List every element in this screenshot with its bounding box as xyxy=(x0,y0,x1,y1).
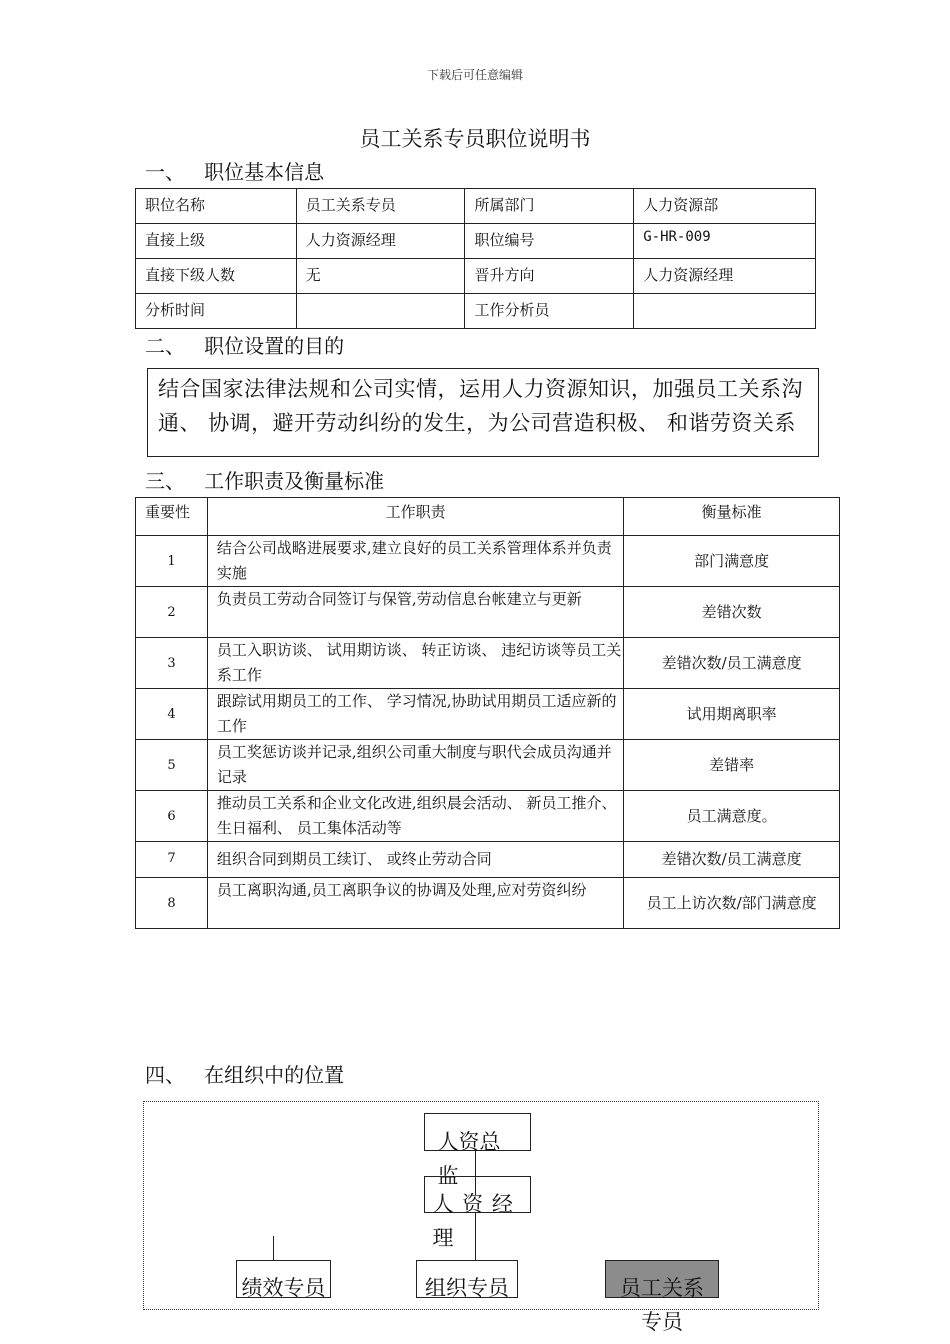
org-box-employee-relations-specialist xyxy=(605,1260,719,1334)
duties-table xyxy=(135,497,840,929)
org-box-hr-manager xyxy=(424,1176,531,1250)
duty-text: 组织合同到期员工续订、 或终止劳动合同 xyxy=(207,842,623,878)
duty-text: 推动员工关系和企业文化改进,组织晨会活动、 新员工推介、 生日福利、 员工集体活动等 xyxy=(207,791,623,842)
duty-measure: 差错率 xyxy=(624,740,840,791)
duty-measure: 差错次数/员工满意度 xyxy=(624,638,840,689)
duty-rank: 1 xyxy=(136,536,208,587)
org-box-hr-director xyxy=(424,1113,531,1188)
section-heading-duties: 三、 工作职责及衡量标准 xyxy=(145,469,385,493)
table-row xyxy=(136,536,840,587)
cell-label: 晋升方向 xyxy=(465,259,634,294)
org-box-label: 员工关系专员 xyxy=(620,1276,704,1334)
table-row xyxy=(136,259,816,294)
section-heading-purpose: 二、 职位设置的目的 xyxy=(145,334,345,358)
org-box-label: 组织专员 xyxy=(425,1276,509,1300)
cell-value: 人力资源经理 xyxy=(296,224,465,259)
duty-rank: 6 xyxy=(136,791,208,842)
table-header-row xyxy=(136,498,840,536)
basic-info-table xyxy=(135,188,816,329)
org-box-label: 人资总监 xyxy=(437,1130,501,1188)
duty-measure: 部门满意度 xyxy=(624,536,840,587)
header-rank: 重要性 xyxy=(136,498,208,536)
cell-value xyxy=(634,294,816,329)
cell-value: G-HR-009 xyxy=(634,224,816,259)
cell-value: 员工关系专员 xyxy=(296,189,465,224)
section-heading-basic-info: 一、 职位基本信息 xyxy=(145,160,325,184)
cell-label: 直接上级 xyxy=(136,224,297,259)
duty-rank: 4 xyxy=(136,689,208,740)
watermark-text: 下载后可任意编辑 xyxy=(426,68,523,82)
duty-rank: 2 xyxy=(136,587,208,638)
duty-text: 员工入职访谈、 试用期访谈、 转正访谈、 违纪访谈等员工关系工作 xyxy=(207,638,623,689)
cell-value: 人力资源部 xyxy=(634,189,816,224)
duty-measure: 员工上访次数/部门满意度 xyxy=(624,878,840,929)
duty-measure: 差错次数 xyxy=(624,587,840,638)
cell-label: 分析时间 xyxy=(136,294,297,329)
org-connector-line xyxy=(273,1236,274,1260)
table-row xyxy=(136,791,840,842)
table-row xyxy=(136,638,840,689)
section-heading-org-position: 四、 在组织中的位置 xyxy=(145,1063,345,1087)
header-measure: 衡量标准 xyxy=(624,498,840,536)
table-row xyxy=(136,842,840,878)
cell-label: 职位编号 xyxy=(465,224,634,259)
cell-label: 职位名称 xyxy=(136,189,297,224)
cell-value xyxy=(296,294,465,329)
duty-measure: 员工满意度。 xyxy=(624,791,840,842)
org-box-performance-specialist xyxy=(236,1260,331,1298)
cell-value: 人力资源经理 xyxy=(634,259,816,294)
duty-rank: 3 xyxy=(136,638,208,689)
duty-rank: 5 xyxy=(136,740,208,791)
duty-rank: 8 xyxy=(136,878,208,929)
table-row xyxy=(136,878,840,929)
table-row xyxy=(136,587,840,638)
table-row xyxy=(136,189,816,224)
duty-text: 结合公司战略进展要求,建立良好的员工关系管理体系并负责实施 xyxy=(207,536,623,587)
org-box-organization-specialist xyxy=(416,1260,518,1298)
document-title: 员工关系专员职位说明书 xyxy=(359,127,591,151)
header-duty: 工作职责 xyxy=(207,498,623,536)
cell-label: 所属部门 xyxy=(465,189,634,224)
purpose-text-box: 结合国家法律法规和公司实情，运用人力资源知识，加强员工关系沟通、 协调，避开劳动纠纷的发生，为公司营造积极、 和谐劳资关系 xyxy=(147,368,819,457)
cell-label: 工作分析员 xyxy=(465,294,634,329)
table-row xyxy=(136,689,840,740)
duty-text: 员工奖惩访谈并记录,组织公司重大制度与职代会成员沟通并记录 xyxy=(207,740,623,791)
org-box-label: 绩效专员 xyxy=(241,1276,326,1300)
cell-value: 无 xyxy=(296,259,465,294)
duty-measure: 试用期离职率 xyxy=(624,689,840,740)
org-box-label: 人 资 经 理 xyxy=(432,1192,513,1250)
cell-label: 直接下级人数 xyxy=(136,259,297,294)
duty-rank: 7 xyxy=(136,842,208,878)
duty-text: 负责员工劳动合同签订与保管,劳动信息台帐建立与更新 xyxy=(207,587,623,638)
duty-text: 员工离职沟通,员工离职争议的协调及处理,应对劳资纠纷 xyxy=(207,878,623,929)
table-row xyxy=(136,224,816,259)
table-row xyxy=(136,294,816,329)
duty-measure: 差错次数/员工满意度 xyxy=(624,842,840,878)
duty-text: 跟踪试用期员工的工作、 学习情况,协助试用期员工适应新的工作 xyxy=(207,689,623,740)
table-row xyxy=(136,740,840,791)
